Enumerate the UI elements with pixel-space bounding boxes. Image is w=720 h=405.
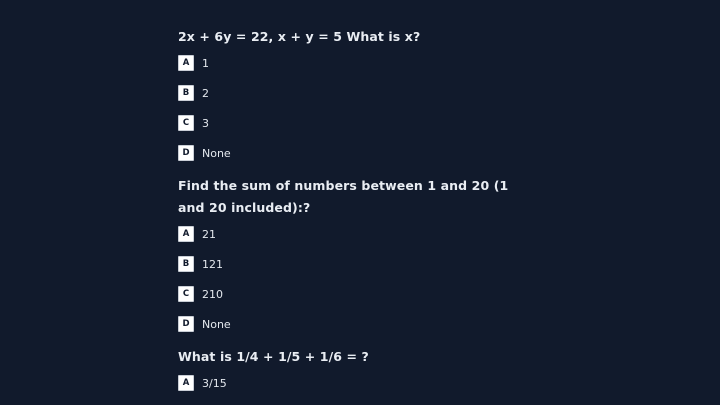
option-letter-badge: C: [178, 286, 194, 302]
option-a[interactable]: [178, 373, 518, 393]
option-text: 1: [202, 56, 209, 70]
question-1: [178, 26, 518, 163]
option-c[interactable]: [178, 113, 518, 133]
option-letter-badge: A: [178, 226, 194, 242]
option-text: None: [202, 146, 231, 160]
question-text: Find the sum of numbers between 1 and 20 (1 and 20 included):?: [178, 178, 509, 215]
option-letter-badge: C: [178, 115, 194, 131]
option-text: 21: [202, 227, 216, 241]
question-text: What is 1/4 + 1/5 + 1/6 = ?: [178, 349, 369, 364]
option-letter-badge: A: [178, 375, 194, 391]
option-b[interactable]: [178, 254, 518, 274]
option-text: 3: [202, 116, 209, 130]
question-3: [178, 346, 518, 393]
option-letter-badge: A: [178, 55, 194, 71]
option-letter-badge: D: [178, 316, 194, 332]
option-d[interactable]: [178, 314, 518, 334]
option-text: 210: [202, 287, 223, 301]
option-b[interactable]: [178, 83, 518, 103]
option-a[interactable]: [178, 53, 518, 73]
option-letter-badge: D: [178, 145, 194, 161]
option-d[interactable]: [178, 143, 518, 163]
option-c[interactable]: [178, 284, 518, 304]
option-a[interactable]: [178, 224, 518, 244]
option-text: 3/15: [202, 376, 227, 390]
option-letter-badge: B: [178, 256, 194, 272]
option-letter-badge: B: [178, 85, 194, 101]
quiz-list: [178, 26, 518, 405]
option-text: None: [202, 317, 231, 331]
question-2: [178, 175, 518, 334]
question-text: 2x + 6y = 22, x + y = 5 What is x?: [178, 29, 421, 44]
option-text: 121: [202, 257, 223, 271]
option-text: 2: [202, 86, 209, 100]
